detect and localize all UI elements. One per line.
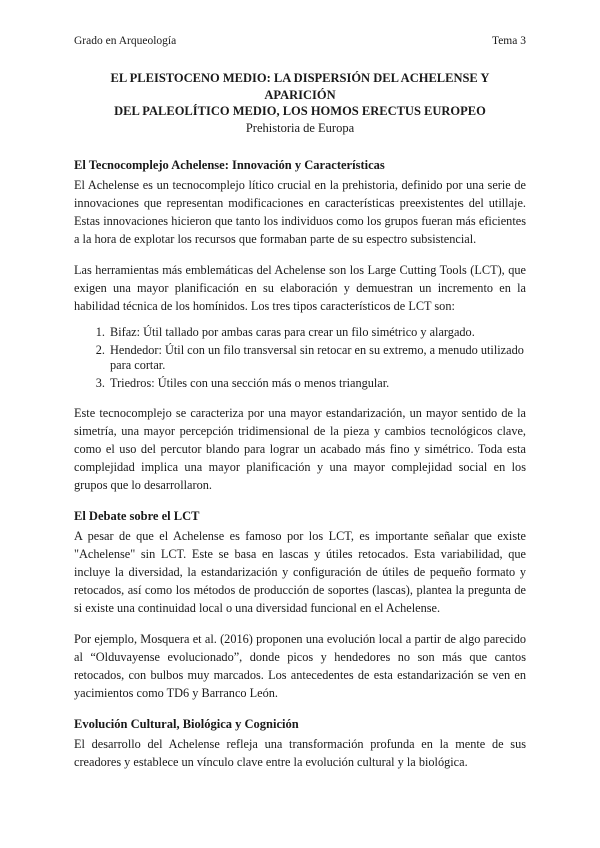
paragraph: Las herramientas más emblemáticas del Achelense son los Large Cutting Tools (LCT), que exigen una mayor planificación en su elaboración y demuestran un incremento en la habilidad técnica de los homínidos. Los tres tipos característicos de LCT son: bbox=[74, 262, 526, 313]
header-topic: Tema 3 bbox=[491, 35, 526, 47]
paragraph: Este tecnocomplejo se caracteriza por una mayor estandarización, un mayor sentido de la simetría, una mayor percepción tridimensional de la pieza y cambios tecnológicos clave, como el uso del percutor blando para lograr un acabado más fino y simétrico. Toda esta complejidad implica una mayor planificación y una mayor complejidad social en los grupos que lo desarrollaron. bbox=[74, 405, 526, 492]
document-body bbox=[74, 70, 526, 784]
section-heading-lct-debate: El Debate sobre el LCT bbox=[74, 508, 200, 523]
document-subtitle: Prehistoria de Europa bbox=[245, 120, 355, 135]
lct-types-list bbox=[74, 325, 526, 391]
document-title-line-2: DEL PALEOLÍTICO MEDIO, LOS HOMOS ERECTUS EUROPEO bbox=[114, 104, 486, 118]
list-item: 3. Triedros: Útiles con una sección más o menos triangular. bbox=[108, 376, 526, 391]
document-title-line-1: EL PLEISTOCENO MEDIO: LA DISPERSIÓN DEL ACHELENSE Y APARICIÓN bbox=[110, 71, 490, 102]
paragraph: El desarrollo del Achelense refleja una transformación profunda en la mente de sus creadores y establece un vínculo clave entre la evolución cultural y la biológica. bbox=[74, 736, 526, 769]
list-item: 1. Bifaz: Útil tallado por ambas caras para crear un filo simétrico y alargado. bbox=[108, 325, 526, 340]
list-item: 2. Hendedor: Útil con un filo transversal sin retocar en su extremo, a menudo utilizado para cortar. bbox=[108, 343, 526, 372]
paragraph: El Achelense es un tecnocomplejo lítico crucial en la prehistoria, definido por una serie de innovaciones que representan modificaciones en características preexistentes del utillaje. Estas innovaciones hicieron que tanto los individuos como los grupos fueran más eficientes a la hora de explotar los recursos que formaban parte de su espectro subsistencial. bbox=[74, 177, 526, 246]
paragraph: A pesar de que el Achelense es famoso por los LCT, es importante señalar que existe "Achelense" sin LCT. Este se basa en lascas y útiles retocados. Esta variabilidad, que incluye la diversidad, la estandarización y configuración de útiles de pequeño formato y retocados, así como los métodos de producción de soportes (lascas), plantea la pregunta de si existe una continuidad local o una diversidad funcional en el Achelense. bbox=[74, 528, 526, 615]
section-heading-achelense: El Tecnocomplejo Achelense: Innovación y Características bbox=[74, 157, 385, 172]
paragraph: Por ejemplo, Mosquera et al. (2016) proponen una evolución local a partir de algo parecido al “Olduvayense evolucionado”, donde picos y hendedores no son más que cantos retocados, con bulbos muy marcados. Los antecedentes de esta estandarización se ven en yacimientos como TD6 y Barranco León. bbox=[74, 631, 526, 700]
header-course: Grado en Arqueología bbox=[74, 35, 177, 47]
section-heading-evolution: Evolución Cultural, Biológica y Cognición bbox=[74, 716, 299, 731]
